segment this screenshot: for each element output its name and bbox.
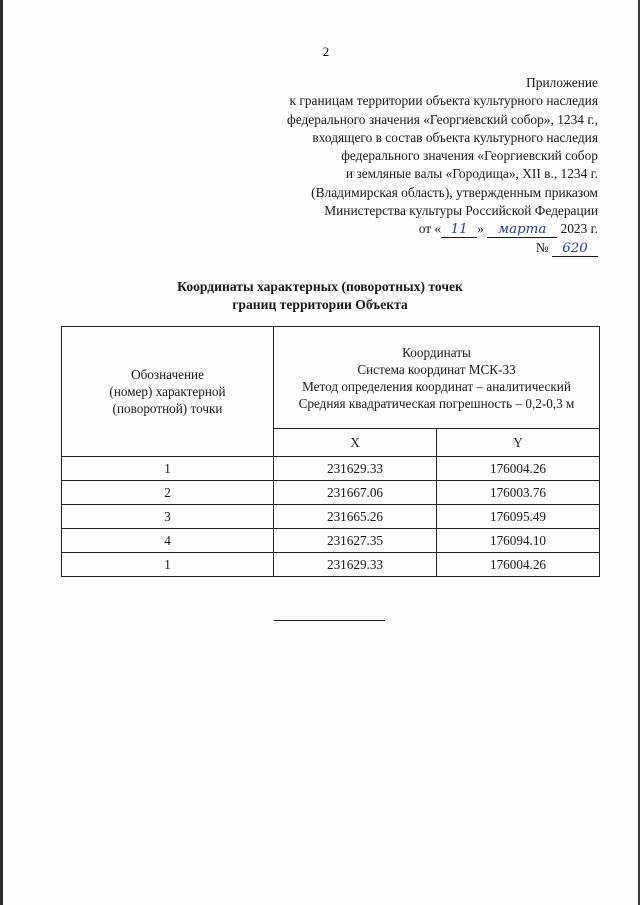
- table-row: [62, 481, 600, 505]
- coordinates-header-line: Метод определения координат – аналитический: [302, 378, 571, 394]
- handwritten-month: марта: [487, 222, 557, 238]
- designation-header: [62, 327, 274, 457]
- scan-edge-left: [0, 0, 3, 905]
- table-row: [62, 505, 600, 529]
- y-cell: 176094.10: [436, 529, 599, 553]
- x-cell: 231629.33: [274, 457, 437, 481]
- date-prefix: от «: [418, 221, 442, 237]
- coordinates-table: [61, 326, 600, 577]
- heading-line-2: границ территории Объекта: [232, 297, 408, 312]
- appendix-line: (Владимирская область), утвержденным приказом: [311, 184, 598, 200]
- page-number: 2: [322, 44, 330, 59]
- coordinates-header-line: Координаты: [402, 344, 471, 360]
- y-cell: 176004.26: [436, 457, 599, 481]
- appendix-line: федерального значения «Георгиевский собор», 1234 г.,: [287, 111, 598, 127]
- designation-header-line: (номер) характерной: [109, 384, 226, 399]
- table-row: [62, 457, 600, 481]
- point-cell: 3: [62, 505, 274, 529]
- table-header-row: [62, 327, 600, 429]
- y-cell: 176003.76: [436, 481, 599, 505]
- point-cell: 1: [62, 457, 274, 481]
- appendix-line: к границам территории объекта культурного наследия: [289, 93, 598, 109]
- appendix-number-line: [178, 239, 598, 257]
- designation-header-line: (поворотной) точки: [112, 401, 223, 416]
- point-cell: 2: [62, 481, 274, 505]
- date-mid: »: [477, 221, 484, 237]
- appendix-block: [178, 74, 598, 257]
- table-row: [62, 529, 600, 553]
- point-cell: 4: [62, 529, 274, 553]
- handwritten-number: 620: [552, 241, 598, 257]
- appendix-line: федерального значения «Георгиевский собор: [341, 148, 598, 164]
- x-cell: 231629.33: [274, 553, 437, 577]
- closing-divider: [274, 620, 385, 621]
- coordinates-header-line: Система координат МСК-33: [357, 361, 516, 377]
- column-x-header: X: [274, 429, 437, 457]
- heading-line-1: Координаты характерных (поворотных) точек: [177, 279, 463, 294]
- y-cell: 176004.26: [436, 553, 599, 577]
- appendix-line: Министерства культуры Российской Федерации: [324, 203, 598, 219]
- x-cell: 231667.06: [274, 481, 437, 505]
- designation-header-line: Обозначение: [131, 367, 204, 382]
- table-row: [62, 553, 600, 577]
- appendix-line: Приложение: [526, 75, 598, 90]
- table-heading: [0, 278, 640, 314]
- number-prefix: №: [535, 239, 549, 255]
- coordinates-header: [274, 327, 600, 429]
- y-cell: 176095.49: [436, 505, 599, 529]
- point-cell: 1: [62, 553, 274, 577]
- x-cell: 231665.26: [274, 505, 437, 529]
- date-year: 2023 г.: [560, 221, 598, 237]
- appendix-line: входящего в состав объекта культурного наследия: [312, 129, 598, 145]
- appendix-date-line: [178, 220, 598, 238]
- handwritten-day: 11: [441, 222, 477, 238]
- column-y-header: Y: [436, 429, 599, 457]
- x-cell: 231627.35: [274, 529, 437, 553]
- appendix-line: и земляные валы «Городища», XII в., 1234 г.: [345, 166, 598, 182]
- coordinates-header-line: Средняя квадратическая погрешность – 0,2-0,3 м: [298, 395, 575, 411]
